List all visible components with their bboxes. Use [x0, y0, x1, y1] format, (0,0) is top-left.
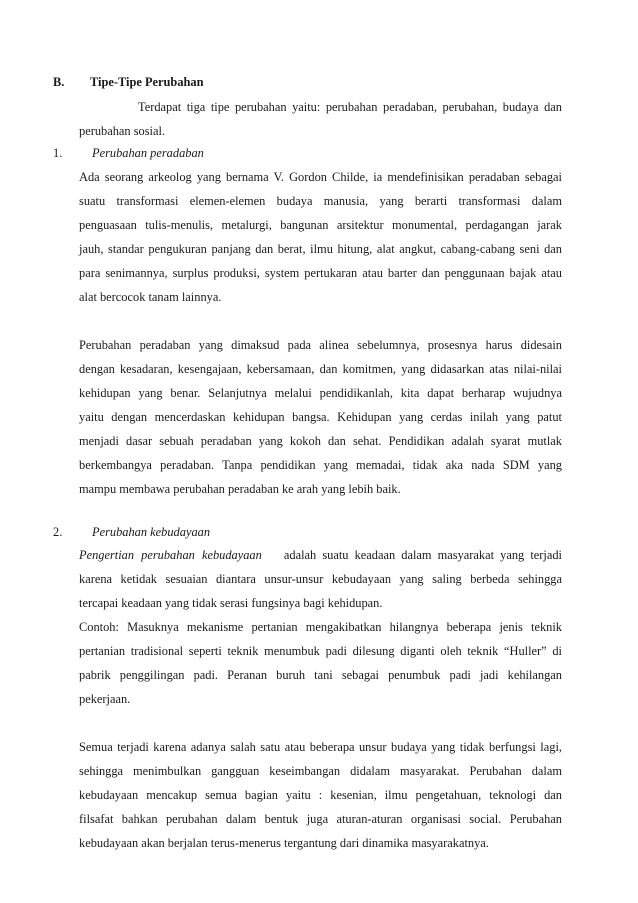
item-2-definition-rest: adalah suatu keadaan dalam masyarakat yang terjadi [283, 548, 562, 562]
item-1-p2-line: kehidupan yang benar. Selanjutnya melalui pendidikanlah, kita dapat berharap wujudnya [79, 386, 562, 400]
item-1-p2-line: berkembangya peradaban. Tanpa pendidikan yang memadai, tidak aka nada SDM yang [79, 458, 562, 472]
item-2-p1-line: tercapai keadaan yang tidak serasi fungsinya bagi kehidupan. [79, 596, 383, 610]
item-1-p2-line: Perubahan peradaban yang dimaksud pada alinea sebelumnya, prosesnya harus didesain [79, 338, 562, 352]
item-1-p2-line: menjadi dasar sebuah peradaban yang kokoh dan sehat. Pendidikan adalah syarat mutlak [79, 434, 562, 448]
item-2-p1-line: Contoh: Masuknya mekanisme pertanian mengakibatkan hilangnya beberapa jenis teknik [79, 620, 562, 634]
item-2-p2-line: Semua terjadi karena adanya salah satu atau beberapa unsur budaya yang tidak berfungsi lagi, [79, 740, 562, 754]
item-1-number: 1. [53, 146, 63, 160]
item-1-p1-line: jauh, standar pengukuran panjang dan berat, ilmu hitung, alat angkut, cabang-cabang seni dan [79, 242, 562, 256]
item-1-title: Perubahan peradaban [92, 146, 204, 160]
section-label: B. [53, 75, 65, 89]
item-2-number: 2. [53, 525, 63, 539]
item-1-p1-line: alat bercocok tanam lainnya. [79, 290, 222, 304]
item-2-p2-line: sehingga menimbulkan gangguan keseimbangan didalam masyarakat. Perubahan dalam [79, 764, 562, 778]
item-1-p2-line: yaitu dengan mencerdaskan kehidupan bangsa. Kehidupan yang cerdas inilah yang patut [79, 410, 562, 424]
item-2-p2-line: kebudayaan akan berjalan terus-menerus tergantung dari dinamika masyarakatnya. [79, 836, 489, 850]
item-2-definition-line [79, 548, 562, 563]
item-1-p1-line: penguasaan tulis-menulis, metalurgi, bangunan arsitektur monumental, perdagangan jarak [79, 218, 562, 232]
item-2-p1-line: pertanian tradisional seperti teknik menumbuk padi dilesung diganti oleh teknik “Huller” di [79, 644, 562, 658]
item-2-definition-term: Pengertian perubahan kebudayaan [79, 548, 262, 562]
item-2-title: Perubahan kebudayaan [92, 525, 211, 539]
item-1-p1-line: Ada seorang arkeolog yang bernama V. Gordon Childe, ia mendefinisikan peradaban sebagai [79, 170, 562, 184]
item-1-p1-line: suatu transformasi elemen-elemen budaya manusia, yang berarti transformasi dalam [79, 194, 562, 208]
item-2-p1-line: pabrik penggilingan padi. Peranan buruh tani sebagai penumbuk padi jadi kehilangan [79, 668, 562, 682]
item-2-p2-line: kebudayaan mencakup semua bagian yaitu : kesenian, ilmu pengetahuan, teknologi dan [79, 788, 562, 802]
item-2-p2-line: filsafat bahkan perubahan dalam bentuk juga aturan-aturan organisasi social. Perubahan [79, 812, 562, 826]
section-intro-line-2: perubahan sosial. [79, 124, 166, 138]
item-1-p2-line: dengan kesadaran, kesengajaan, kebersamaan, dan komitmen, yang didasarkan atas nilai-nilai [79, 362, 562, 376]
item-2-p1-line: karena ketidak sesuaian diantara unsur-unsur kebudayaan yang saling berbeda sehingga [79, 572, 562, 586]
item-2-p1-line: pekerjaan. [79, 692, 131, 706]
item-1-p1-line: para senimannya, surplus produksi, system pertukaran atau barter dan penggunaan bajak atau [79, 266, 562, 280]
section-title: Tipe-Tipe Perubahan [90, 75, 204, 89]
section-intro-line-1: Terdapat tiga tipe perubahan yaitu: perubahan peradaban, perubahan, budaya dan [138, 100, 562, 114]
item-1-p2-line: mampu membawa perubahan peradaban ke arah yang lebih baik. [79, 482, 401, 496]
